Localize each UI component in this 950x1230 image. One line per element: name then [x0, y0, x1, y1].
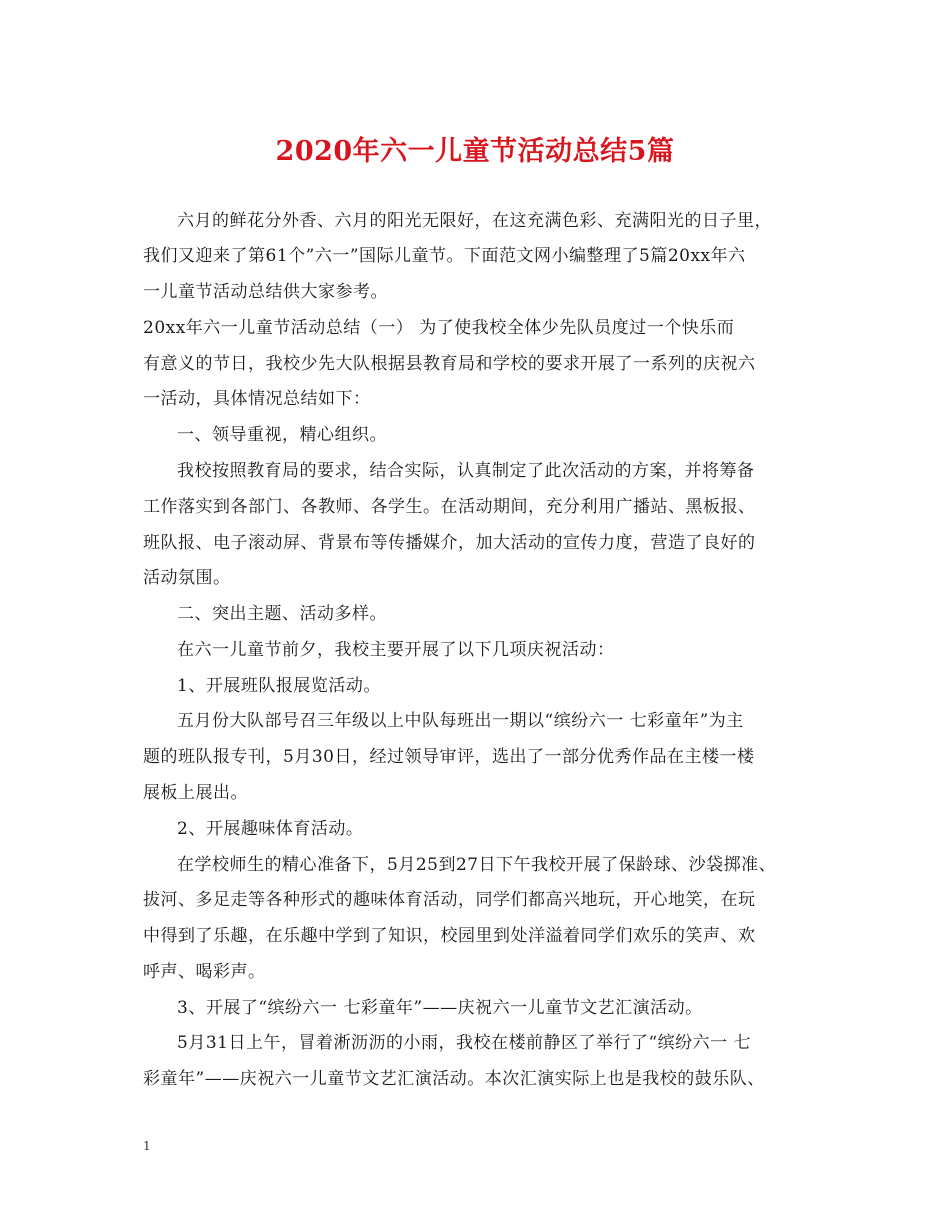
document-title: 2020年六一儿童节活动总结5篇	[275, 136, 675, 167]
section-heading: 1、开展班队报展览活动。	[177, 676, 381, 696]
text-line: 在六一儿童节前夕，我校主要开展了以下几项庆祝活动：	[177, 640, 615, 660]
section-heading: 3、开展了“缤纷六一 七彩童年”——庆祝六一儿童节文艺汇演活动。	[177, 998, 703, 1018]
text-line: 5月31日上午，冒着淅沥沥的小雨，我校在楼前静区了举行了“缤纷六一 七	[177, 1033, 752, 1053]
text-line: 活动氛围。	[143, 568, 231, 588]
text-line: 呼声、喝彩声。	[143, 962, 266, 982]
text-line: 在学校师生的精心准备下，5月25到27日下午我校开展了保龄球、沙袋掷准、	[177, 855, 777, 875]
text-line: 一活动，具体情况总结如下：	[143, 389, 371, 409]
text-line: 六月的鲜花分外香、六月的阳光无限好，在这充满色彩、充满阳光的日子里，	[177, 211, 772, 231]
text-line: 彩童年”——庆祝六一儿童节文艺汇演活动。本次汇演实际上也是我校的鼓乐队、	[143, 1069, 765, 1089]
text-line: 我们又迎来了第61个”六一”国际儿童节。下面范文网小编整理了5篇20xx年六	[143, 246, 746, 266]
text-line: 班队报、电子滚动屏、背景布等传播媒介，加大活动的宣传力度，营造了良好的	[143, 533, 756, 553]
page-number: 1	[143, 1139, 151, 1153]
text-line: 中得到了乐趣，在乐趣中学到了知识，校园里到处洋溢着同学们欢乐的笑声、欢	[143, 926, 756, 946]
text-line: 工作落实到各部门、各教师、各学生。在活动期间，充分利用广播站、黑板报、	[143, 497, 756, 517]
section-heading: 2、开展趣味体育活动。	[177, 819, 364, 839]
text-line: 20xx年六一儿童节活动总结（一） 为了使我校全体少先队员度过一个快乐而	[143, 318, 735, 338]
text-line: 我校按照教育局的要求，结合实际，认真制定了此次活动的方案，并将筹备	[177, 461, 755, 481]
text-line: 拔河、多足走等各种形式的趣味体育活动，同学们都高兴地玩，开心地笑，在玩	[143, 890, 756, 910]
text-line: 一儿童节活动总结供大家参考。	[143, 282, 388, 302]
text-line: 五月份大队部号召三年级以上中队每班出一期以“缤纷六一 七彩童年”为主	[177, 711, 744, 731]
section-heading: 二、突出主题、活动多样。	[177, 604, 387, 624]
text-line: 展板上展出。	[143, 783, 248, 803]
text-line: 题的班队报专刊，5月30日，经过领导审评，选出了一部分优秀作品在主楼一楼	[143, 747, 755, 767]
text-line: 有意义的节日，我校少先大队根据县教育局和学校的要求开展了一系列的庆祝六	[143, 354, 756, 374]
section-heading: 一、领导重视，精心组织。	[177, 425, 387, 445]
